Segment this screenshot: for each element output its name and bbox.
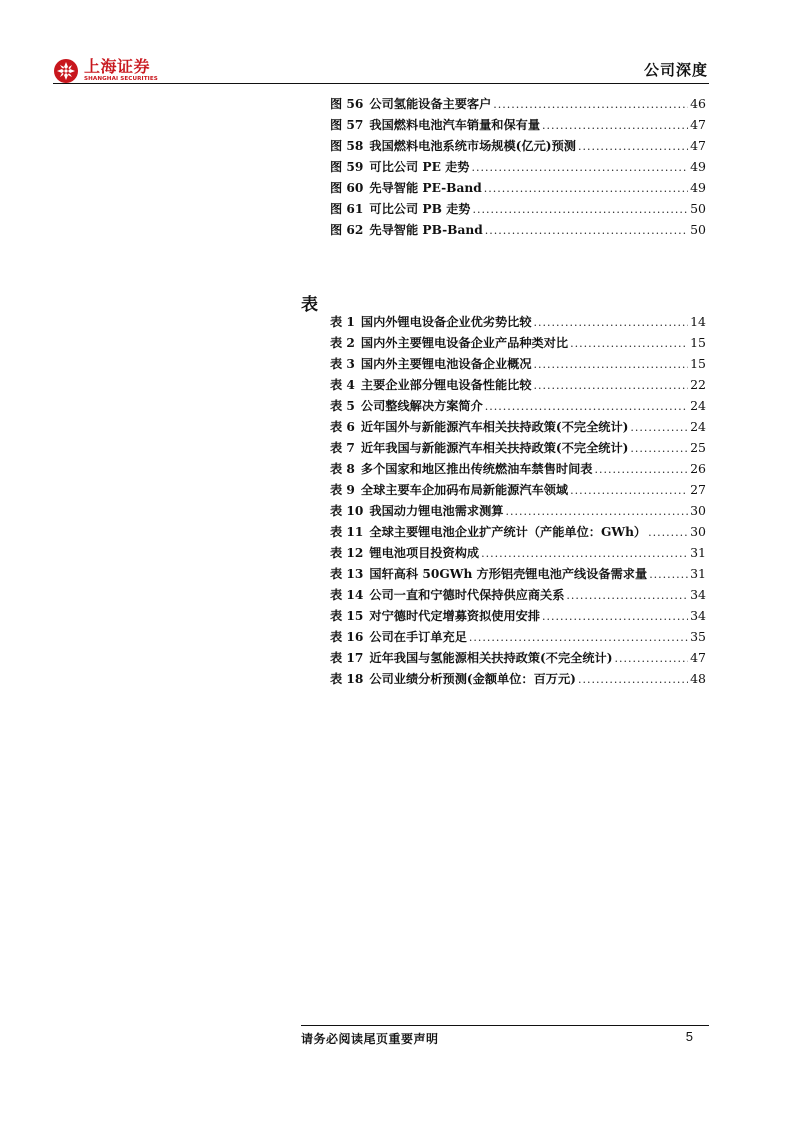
shanghai-securities-logo-icon (53, 58, 79, 84)
toc-entry-page: 47 (690, 138, 706, 153)
toc-entry-title: 公司一直和宁德时代保持供应商关系 (369, 588, 565, 602)
toc-entry-number: 图 56 (330, 97, 364, 111)
toc-entry-page: 31 (690, 566, 706, 581)
toc-entry-number: 表 14 (330, 588, 364, 602)
figure-toc-entry[interactable] (330, 200, 706, 221)
toc-entry-title: 对宁德时代定增募资拟使用安排 (369, 609, 541, 623)
toc-entry-number: 表 10 (330, 504, 364, 518)
table-toc-entry[interactable] (330, 313, 706, 334)
toc-entry-page: 49 (690, 159, 706, 174)
toc-leader-dots (566, 589, 688, 602)
toc-entry-page: 26 (690, 461, 706, 476)
toc-entry-number: 表 17 (330, 651, 364, 665)
table-toc-entry[interactable] (330, 418, 706, 439)
logo-chinese-name: 上海证券 (84, 57, 151, 77)
toc-entry-title: 我国动力锂电池需求测算 (369, 504, 504, 518)
footer-disclaimer: 请务必阅读尾页重要声明 (301, 1032, 439, 1046)
toc-entry-number: 表 4 (330, 378, 355, 392)
toc-entry-page: 34 (690, 608, 706, 623)
toc-entry-number: 表 3 (330, 357, 355, 371)
toc-leader-dots (570, 484, 688, 497)
toc-entry-number: 表 12 (330, 546, 364, 560)
company-logo (53, 58, 158, 84)
toc-entry-page: 14 (690, 314, 706, 329)
toc-entry-page: 34 (690, 587, 706, 602)
toc-leader-dots (648, 526, 688, 539)
toc-entry-number: 表 1 (330, 315, 355, 329)
toc-entry-title: 锂电池项目投资构成 (369, 546, 480, 560)
toc-entry-page: 50 (690, 201, 706, 216)
toc-entry-title: 国轩高科 50GWh 方形铝壳锂电池产线设备需求量 (369, 567, 648, 581)
toc-entry-number: 表 7 (330, 441, 355, 455)
table-toc-entry[interactable] (330, 355, 706, 376)
toc-entry-number: 图 58 (330, 139, 364, 153)
toc-entry-title: 我国燃料电池汽车销量和保有量 (369, 118, 541, 132)
table-toc-list (330, 313, 706, 691)
toc-leader-dots (534, 379, 689, 392)
toc-entry-page: 31 (690, 545, 706, 560)
toc-leader-dots (471, 161, 688, 174)
header-divider (53, 83, 709, 84)
toc-leader-dots (594, 463, 688, 476)
table-toc-entry[interactable] (330, 439, 706, 460)
toc-entry-title: 国内外主要锂电池设备企业概况 (360, 357, 532, 371)
toc-entry-number: 表 18 (330, 672, 364, 686)
toc-entry-page: 27 (690, 482, 706, 497)
table-toc-entry[interactable] (330, 460, 706, 481)
toc-leader-dots (485, 400, 688, 413)
toc-entry-title: 公司业绩分析预测(金额单位：百万元) (369, 672, 576, 686)
toc-entry-page: 24 (690, 419, 706, 434)
toc-entry-page: 22 (690, 377, 706, 392)
table-toc-entry[interactable] (330, 481, 706, 502)
table-toc-entry[interactable] (330, 334, 706, 355)
toc-leader-dots (534, 358, 689, 371)
footer-divider (301, 1025, 709, 1026)
table-toc-entry[interactable] (330, 523, 706, 544)
logo-english-name: SHANGHAI SECURITIES (84, 76, 158, 83)
toc-leader-dots (484, 182, 688, 195)
toc-entry-number: 表 13 (330, 567, 364, 581)
page-number: 5 (685, 1029, 693, 1044)
toc-entry-title: 全球主要车企加码布局新能源汽车领域 (360, 483, 569, 497)
toc-entry-page: 47 (690, 117, 706, 132)
toc-leader-dots (570, 337, 688, 350)
toc-leader-dots (630, 442, 688, 455)
toc-entry-page: 24 (690, 398, 706, 413)
toc-entry-number: 表 11 (330, 525, 364, 539)
toc-entry-page: 48 (690, 671, 706, 686)
toc-entry-title: 可比公司 PB 走势 (369, 202, 471, 216)
report-type-label: 公司深度 (643, 61, 708, 79)
toc-leader-dots (578, 673, 688, 686)
toc-entry-page: 46 (690, 96, 706, 111)
toc-leader-dots (469, 631, 688, 644)
toc-entry-number: 图 59 (330, 160, 364, 174)
toc-leader-dots (485, 224, 688, 237)
toc-entry-title: 近年我国与氢能源相关扶持政策(不完全统计) (369, 651, 613, 665)
toc-entry-page: 25 (690, 440, 706, 455)
figure-toc-entry[interactable] (330, 137, 706, 158)
toc-leader-dots (649, 568, 688, 581)
toc-entry-page: 30 (690, 524, 706, 539)
table-toc-entry[interactable] (330, 670, 706, 691)
table-toc-entry[interactable] (330, 544, 706, 565)
figure-toc-entry[interactable] (330, 95, 706, 116)
table-toc-entry[interactable] (330, 628, 706, 649)
toc-entry-title: 先导智能 PB-Band (369, 223, 483, 237)
toc-leader-dots (534, 316, 689, 329)
toc-leader-dots (542, 119, 688, 132)
toc-entry-title: 公司氢能设备主要客户 (369, 97, 492, 111)
toc-entry-page: 30 (690, 503, 706, 518)
toc-entry-title: 近年国外与新能源汽车相关扶持政策(不完全统计) (360, 420, 629, 434)
figure-toc-entry[interactable] (330, 116, 706, 137)
toc-leader-dots (615, 652, 689, 665)
toc-entry-number: 表 16 (330, 630, 364, 644)
toc-entry-number: 表 2 (330, 336, 355, 350)
toc-entry-page: 15 (690, 335, 706, 350)
toc-entry-title: 近年我国与新能源汽车相关扶持政策(不完全统计) (360, 441, 629, 455)
toc-leader-dots (472, 203, 688, 216)
toc-entry-number: 表 9 (330, 483, 355, 497)
toc-entry-number: 表 5 (330, 399, 355, 413)
figure-toc-entry[interactable] (330, 179, 706, 200)
toc-leader-dots (630, 421, 688, 434)
table-toc-entry[interactable] (330, 649, 706, 670)
table-toc-entry[interactable] (330, 502, 706, 523)
toc-leader-dots (493, 98, 688, 111)
toc-entry-number: 图 61 (330, 202, 364, 216)
tables-section-heading: 表 (301, 295, 318, 315)
toc-entry-page: 15 (690, 356, 706, 371)
toc-entry-title: 主要企业部分锂电设备性能比较 (360, 378, 532, 392)
toc-entry-page: 35 (690, 629, 706, 644)
toc-entry-title: 全球主要锂电池企业扩产统计（产能单位：GWh） (369, 525, 647, 539)
toc-entry-number: 图 60 (330, 181, 364, 195)
toc-entry-page: 50 (690, 222, 706, 237)
toc-entry-number: 表 6 (330, 420, 355, 434)
table-toc-entry[interactable] (330, 376, 706, 397)
toc-entry-title: 国内外主要锂电设备企业产品种类对比 (360, 336, 569, 350)
toc-entry-title: 国内外锂电设备企业优劣势比较 (360, 315, 532, 329)
table-toc-entry[interactable] (330, 607, 706, 628)
toc-entry-number: 表 8 (330, 462, 355, 476)
toc-entry-page: 49 (690, 180, 706, 195)
table-toc-entry[interactable] (330, 586, 706, 607)
toc-entry-title: 可比公司 PE 走势 (369, 160, 470, 174)
figure-toc-list (330, 95, 706, 242)
toc-entry-title: 多个国家和地区推出传统燃油车禁售时间表 (360, 462, 593, 476)
toc-entry-title: 先导智能 PE-Band (369, 181, 482, 195)
toc-entry-title: 公司在手订单充足 (369, 630, 467, 644)
toc-leader-dots (481, 547, 688, 560)
toc-entry-title: 公司整线解决方案简介 (360, 399, 483, 413)
toc-entry-number: 图 62 (330, 223, 364, 237)
toc-entry-number: 表 15 (330, 609, 364, 623)
toc-entry-page: 47 (690, 650, 706, 665)
toc-entry-title: 我国燃料电池系统市场规模(亿元)预测 (369, 139, 576, 153)
figure-toc-entry[interactable] (330, 221, 706, 242)
toc-leader-dots (505, 505, 688, 518)
toc-leader-dots (542, 610, 688, 623)
toc-leader-dots (578, 140, 688, 153)
figure-toc-entry[interactable] (330, 158, 706, 179)
table-toc-entry[interactable] (330, 565, 706, 586)
toc-entry-number: 图 57 (330, 118, 364, 132)
table-toc-entry[interactable] (330, 397, 706, 418)
